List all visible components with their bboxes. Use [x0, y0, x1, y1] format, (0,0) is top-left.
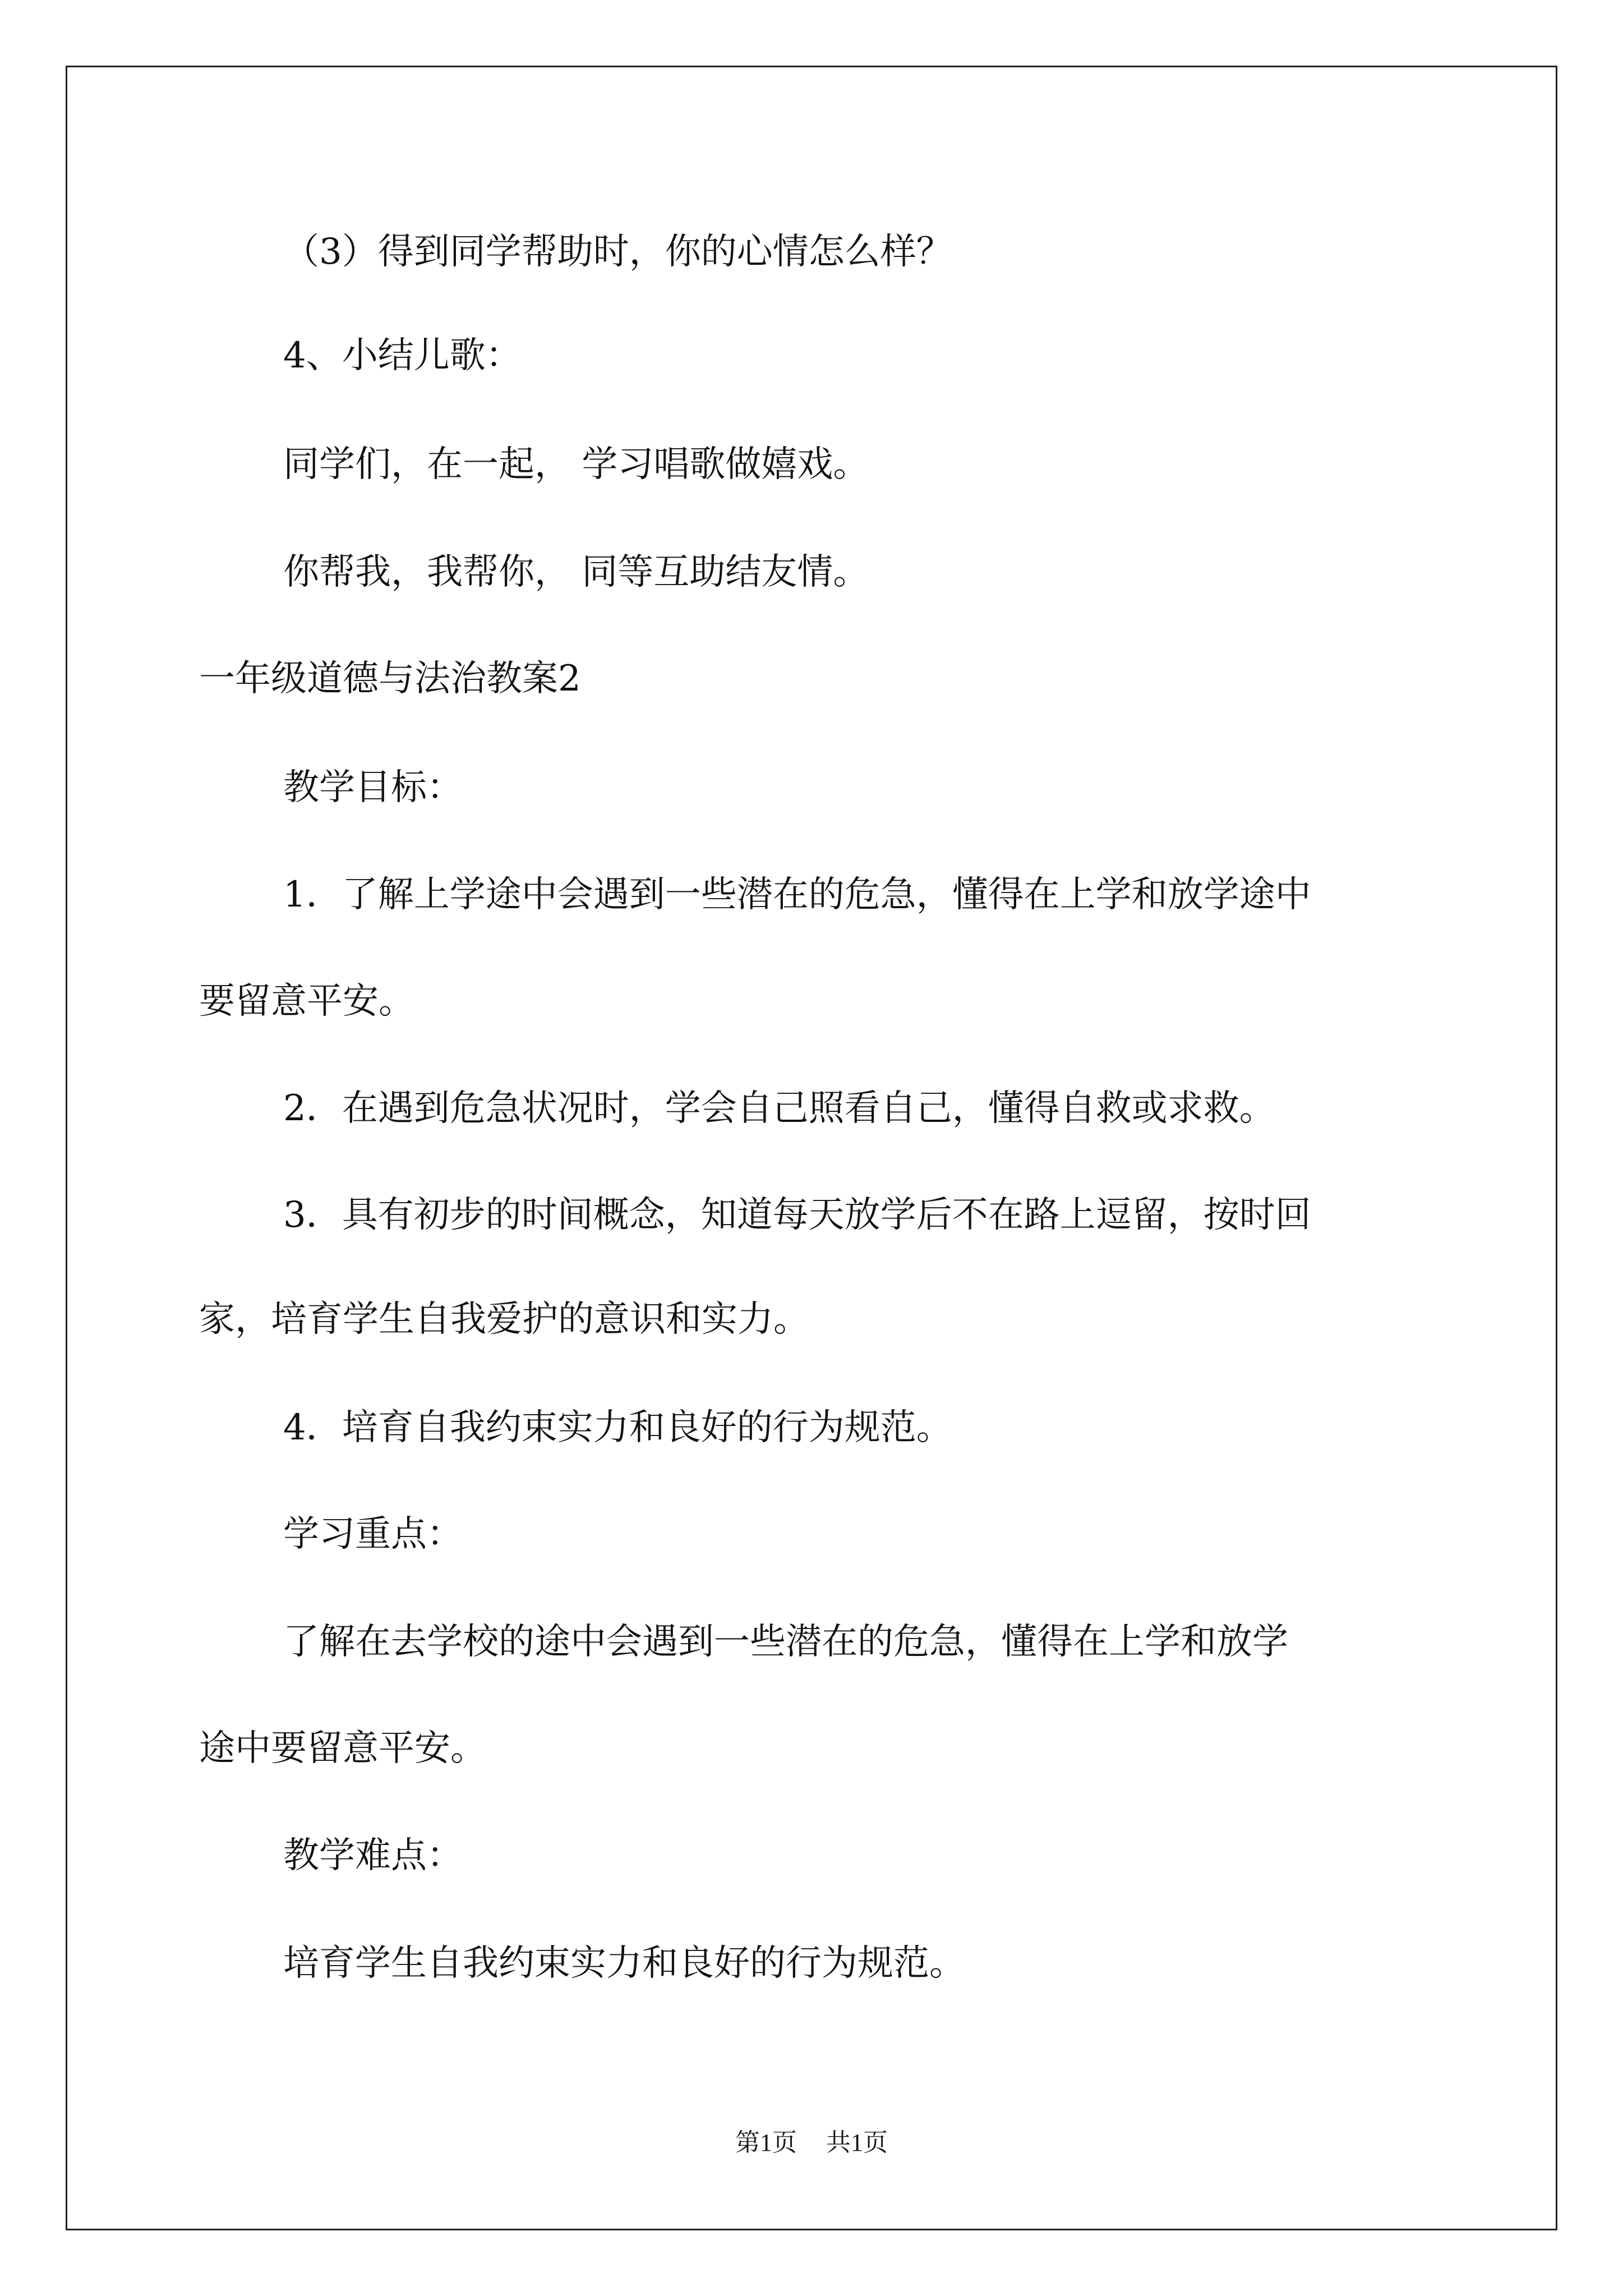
- difficulties-line: 培育学生自我约束实力和良好的行为规范。: [283, 1943, 965, 1984]
- goal-3-line-2: 家，培育学生自我爱护的意识和实力。: [199, 1299, 809, 1340]
- key-points-line-1: 了解在去学校的途中会遇到一些潜在的危急，懂得在上学和放学: [283, 1621, 1288, 1663]
- key-points-line-2: 途中要留意平安。: [199, 1728, 486, 1769]
- heading-difficulties: 教学难点：: [283, 1835, 463, 1876]
- page-footer: [0, 2127, 1623, 2159]
- section-title: 一年级道德与法治教案2: [199, 658, 581, 700]
- goal-1-line-1: 1．了解上学途中会遇到一些潜在的危急，懂得在上学和放学途中: [283, 874, 1311, 915]
- goal-4: 4．培育自我约束实力和良好的行为规范。: [283, 1407, 952, 1448]
- song-line-2: 你帮我，我帮你， 同等互助结友情。: [283, 551, 869, 593]
- goal-1-line-2: 要留意平安。: [199, 981, 414, 1022]
- page-border: [66, 66, 1557, 2230]
- song-line-1: 同学们，在一起， 学习唱歌做嬉戏。: [283, 444, 869, 485]
- page-total: 共1页: [826, 2129, 888, 2156]
- heading-summary-song: 4、小结儿歌：: [283, 335, 522, 376]
- question-3: （3）得到同学帮助时，你的心情怎么样？: [283, 231, 952, 273]
- heading-teaching-goals: 教学目标：: [283, 767, 463, 808]
- goal-2: 2．在遇到危急状况时，学会自己照看自己，懂得自救或求救。: [283, 1088, 1275, 1129]
- heading-key-points: 学习重点：: [283, 1513, 463, 1555]
- page-number: 第1页: [735, 2129, 797, 2156]
- goal-3-line-1: 3．具有初步的时间概念，知道每天放学后不在路上逗留，按时回: [283, 1194, 1311, 1236]
